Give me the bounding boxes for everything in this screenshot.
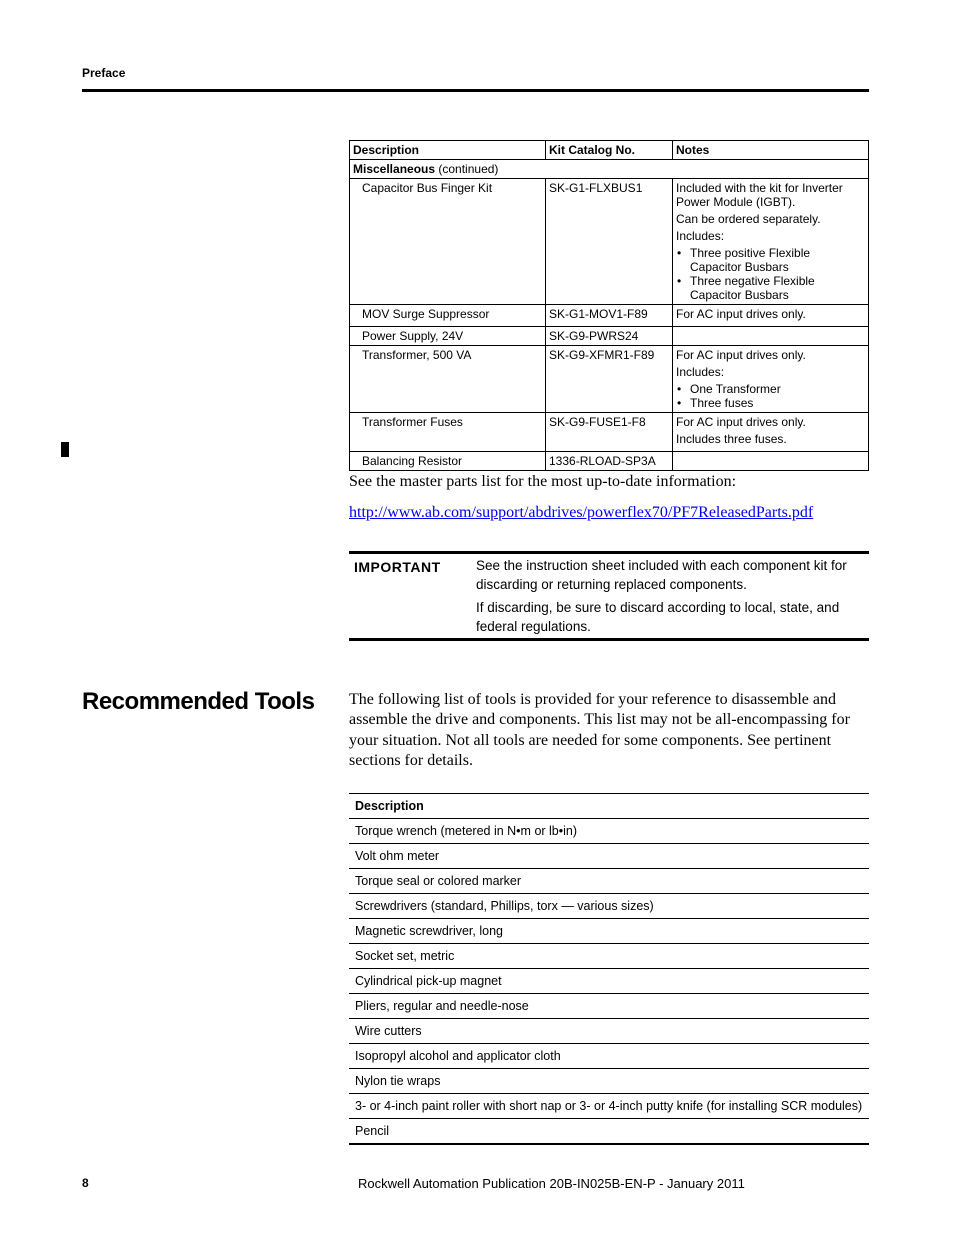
kit-catalog-number: SK-G9-FUSE1-F8 (546, 413, 673, 452)
tool-description: Wire cutters (349, 1019, 869, 1044)
column-header-description: Description (350, 141, 546, 160)
note-bullet: • Three negative Flexible Capacitor Busbars (676, 274, 864, 302)
tool-description: Pliers, regular and needle-nose (349, 994, 869, 1019)
important-paragraph: See the instruction sheet included with each component kit for discarding or returning replaced components. (476, 558, 847, 592)
note-line: For AC input drives only. (676, 348, 806, 362)
note-line: Included with the kit for Inverter Power Module (IGBT). (676, 181, 843, 209)
tool-row (349, 1069, 869, 1094)
group-row (350, 160, 869, 179)
group-title: Miscellaneous (353, 162, 436, 176)
tool-description: Torque seal or colored marker (349, 869, 869, 894)
note-line: Includes three fuses. (676, 432, 787, 446)
tool-row (349, 994, 869, 1019)
column-header-description: Description (349, 794, 869, 819)
part-notes (673, 452, 869, 471)
column-header-catalog: Kit Catalog No. (546, 141, 673, 160)
parts-row (350, 452, 869, 471)
tool-row (349, 944, 869, 969)
master-list-text: See the master parts list for the most up-to-date information: (349, 473, 737, 490)
tool-row (349, 969, 869, 994)
running-header: Preface (82, 66, 126, 80)
section-intro: The following list of tools is provided for your reference to disassemble and assemble the drive and components. This list may not be all-encompassing for your situation. Not all tools are needed for some components. See pertinent sections for details. (349, 691, 850, 769)
tool-row (349, 1019, 869, 1044)
part-notes (673, 413, 869, 452)
group-suffix: (continued) (438, 162, 499, 176)
note-bullet: • Three positive Flexible Capacitor Busbars (676, 246, 864, 274)
header-rule (82, 89, 869, 92)
important-body (476, 556, 866, 640)
column-header-notes: Notes (673, 141, 869, 160)
tools-table (349, 793, 869, 1145)
tool-row (349, 869, 869, 894)
note-bullet: • Three fuses (676, 396, 864, 410)
parts-table (349, 140, 869, 471)
tool-row (349, 819, 869, 844)
publication-footer: Rockwell Automation Publication 20B-IN025B-EN-P - January 2011 (358, 1176, 745, 1191)
part-description: Transformer, 500 VA (350, 346, 546, 413)
tool-description: Nylon tie wraps (349, 1069, 869, 1094)
tool-description: Torque wrench (metered in N•m or lb•in) (349, 819, 869, 844)
part-description: MOV Surge Suppressor (350, 305, 546, 327)
tool-description: Screwdrivers (standard, Phillips, torx — various sizes) (349, 894, 869, 919)
parts-table-header (350, 141, 869, 160)
important-label: IMPORTANT (354, 559, 441, 575)
note-line: For AC input drives only. (676, 307, 806, 321)
group-title-cell (350, 160, 869, 179)
part-description: Balancing Resistor (350, 452, 546, 471)
note-line: For AC input drives only. (676, 415, 806, 429)
part-notes (673, 305, 869, 327)
kit-catalog-number: SK-G1-MOV1-F89 (546, 305, 673, 327)
page-number: 8 (82, 1176, 89, 1190)
kit-catalog-number: SK-G9-XFMR1-F89 (546, 346, 673, 413)
tool-row (349, 1094, 869, 1119)
tools-table-header (349, 794, 869, 819)
part-notes (673, 179, 869, 305)
kit-catalog-number: SK-G9-PWRS24 (546, 327, 673, 346)
note-line: Includes: (676, 365, 725, 379)
tool-description: Cylindrical pick-up magnet (349, 969, 869, 994)
tool-row (349, 1119, 869, 1145)
important-paragraph: If discarding, be sure to discard according to local, state, and federal regulations. (476, 600, 840, 634)
tool-description: Magnetic screwdriver, long (349, 919, 869, 944)
master-list-link[interactable]: http://www.ab.com/support/abdrives/powerflex70/PF7ReleasedParts.pdf (349, 504, 814, 521)
note-bullet-list (676, 382, 864, 410)
part-description: Transformer Fuses (350, 413, 546, 452)
note-line: Includes: (676, 229, 725, 243)
tool-description: Isopropyl alcohol and applicator cloth (349, 1044, 869, 1069)
parts-row (350, 413, 869, 452)
part-notes (673, 327, 869, 346)
part-description: Power Supply, 24V (350, 327, 546, 346)
tool-description: 3- or 4-inch paint roller with short nap or 3- or 4-inch putty knife (for installing SCR modules) (349, 1094, 869, 1119)
parts-row (350, 346, 869, 413)
tool-row (349, 1044, 869, 1069)
tool-description: Pencil (349, 1119, 869, 1145)
tool-description: Volt ohm meter (349, 844, 869, 869)
parts-row (350, 179, 869, 305)
tool-row (349, 894, 869, 919)
parts-row (350, 305, 869, 327)
note-bullet-list (676, 246, 864, 302)
tool-row (349, 919, 869, 944)
section-heading: Recommended Tools (82, 688, 315, 715)
important-callout (349, 551, 869, 641)
tool-description: Socket set, metric (349, 944, 869, 969)
part-description: Capacitor Bus Finger Kit (350, 179, 546, 305)
kit-catalog-number: 1336-RLOAD-SP3A (546, 452, 673, 471)
note-bullet: • One Transformer (676, 382, 864, 396)
note-line: Can be ordered separately. (676, 212, 821, 226)
change-bar-marker (61, 442, 69, 457)
tool-row (349, 844, 869, 869)
part-notes (673, 346, 869, 413)
parts-row (350, 327, 869, 346)
kit-catalog-number: SK-G1-FLXBUS1 (546, 179, 673, 305)
